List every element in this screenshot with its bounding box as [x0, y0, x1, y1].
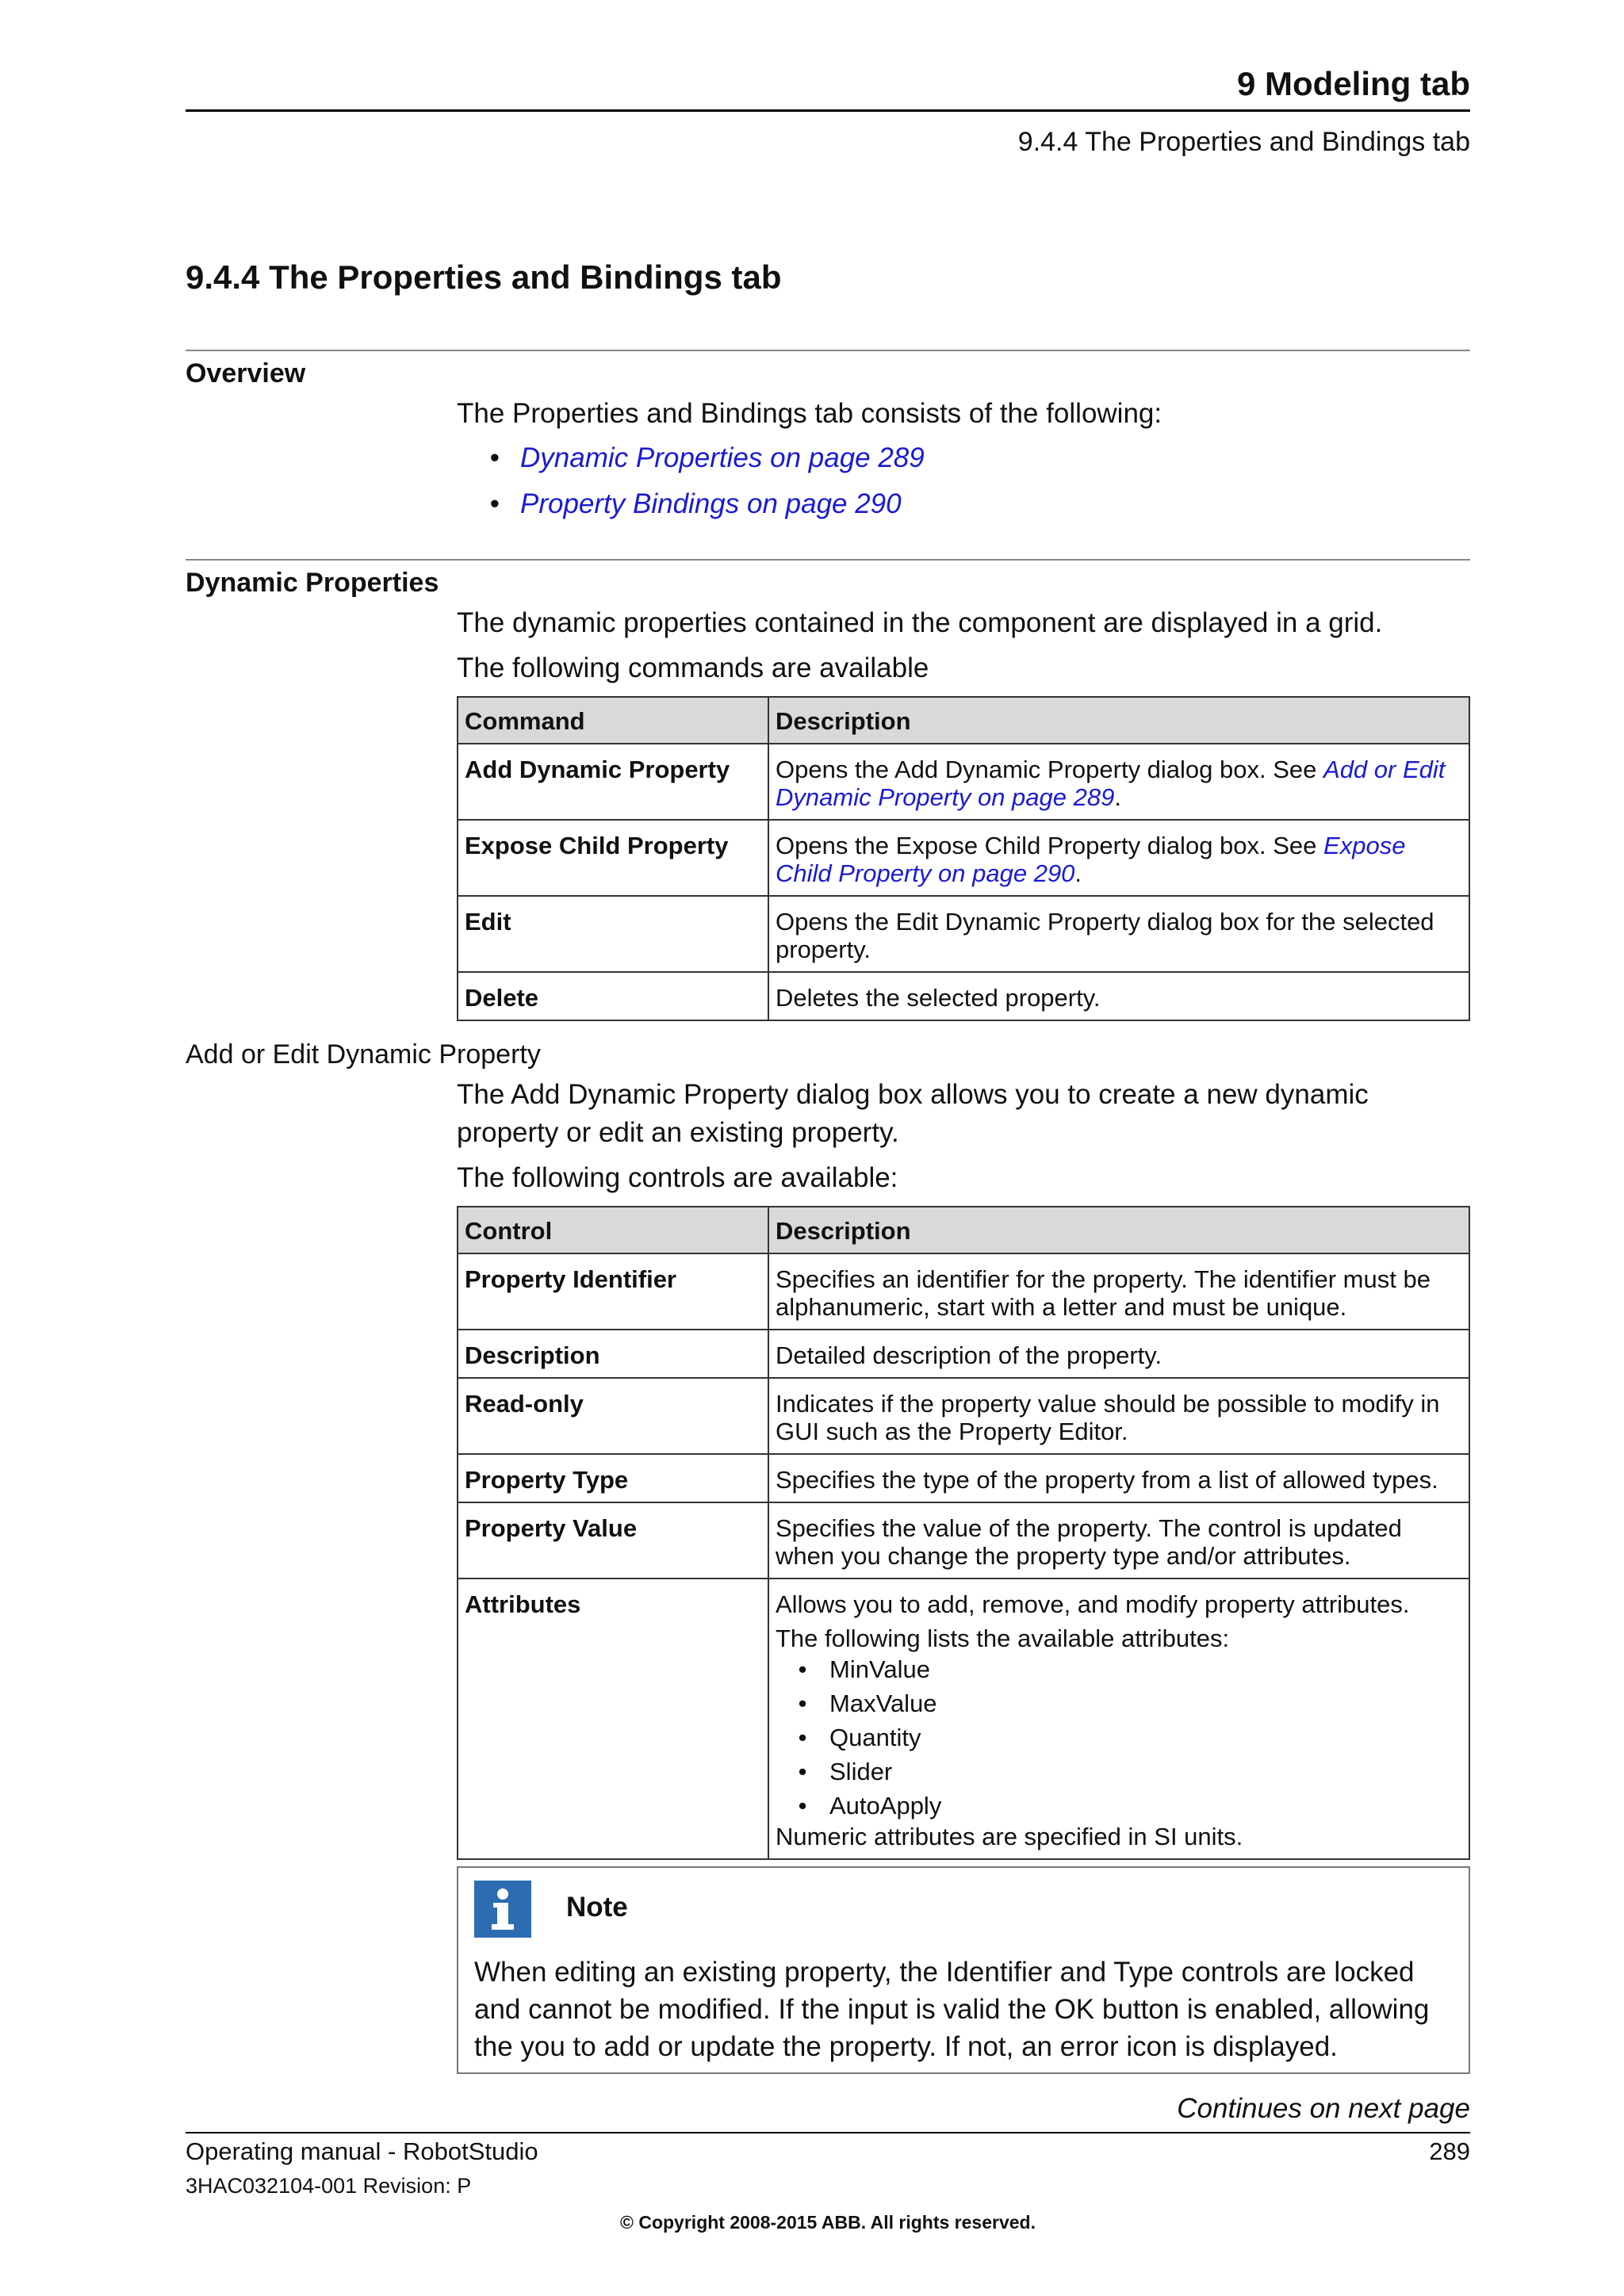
note-box	[457, 1866, 1470, 2074]
overview-heading: Overview	[186, 358, 306, 388]
command-name: Delete	[458, 972, 768, 1020]
document-id: 3HAC032104-001 Revision: P	[186, 2174, 472, 2198]
command-description: Opens the Edit Dynamic Property dialog box for the selected property.	[768, 896, 1469, 972]
command-name: Add Dynamic Property	[458, 744, 768, 820]
list-item: • MinValue	[798, 1655, 930, 1683]
continues-next-page: Continues on next page	[1177, 2093, 1470, 2124]
list-item: • Property Bindings on page 290	[489, 488, 902, 519]
command-name: Edit	[458, 896, 768, 972]
link-expose-child-property[interactable]: Expose Child Property on page 290	[776, 832, 1406, 887]
list-item: • MaxValue	[798, 1689, 937, 1717]
table-row	[458, 744, 1469, 820]
page-number: 289	[1429, 2137, 1470, 2165]
note-title: Note	[566, 1892, 628, 1923]
control-description: Specifies the type of the property from a list of allowed types.	[768, 1454, 1469, 1502]
description-tail: .	[1074, 859, 1082, 887]
control-name: Description	[458, 1330, 768, 1378]
table-row	[458, 1502, 1469, 1578]
command-description: Deletes the selected property.	[768, 972, 1469, 1020]
link-dynamic-properties[interactable]: Dynamic Properties on page 289	[520, 442, 925, 473]
info-icon	[474, 1881, 531, 1938]
control-description: Specifies the value of the property. The control is updated when you change the property type and/or attributes.	[768, 1502, 1469, 1578]
dynamic-paragraph: The dynamic properties contained in the component are displayed in a grid.	[457, 607, 1383, 638]
chapter-title: 9 Modeling tab	[1237, 65, 1470, 102]
dynamic-rule	[186, 559, 1470, 561]
table-row	[458, 972, 1469, 1020]
addedit-controls-intro: The following controls are available:	[457, 1162, 898, 1193]
command-name: Expose Child Property	[458, 820, 768, 896]
commands-table	[457, 696, 1470, 1021]
attribute-slider: Slider	[829, 1758, 893, 1785]
control-name: Property Value	[458, 1502, 768, 1578]
page-title: 9.4.4 The Properties and Bindings tab	[186, 258, 782, 296]
overview-intro: The Properties and Bindings tab consists of the following:	[457, 398, 1162, 429]
control-name: Property Identifier	[458, 1253, 768, 1330]
control-description: Indicates if the property value should be possible to modify in GUI such as the Property Editor.	[768, 1378, 1469, 1454]
section-subheader: 9.4.4 The Properties and Bindings tab	[1017, 127, 1470, 157]
table-header-command: Command	[458, 697, 768, 744]
command-description	[768, 820, 1469, 896]
description-text: Opens the Add Dynamic Property dialog box. See	[776, 756, 1324, 783]
attribute-autoapply: AutoApply	[829, 1792, 942, 1820]
description-tail: .	[1114, 783, 1121, 811]
overview-rule	[186, 350, 1470, 351]
list-item: • AutoApply	[798, 1792, 942, 1820]
control-description: Detailed description of the property.	[768, 1330, 1469, 1378]
control-name: Property Type	[458, 1454, 768, 1502]
command-description	[768, 744, 1469, 820]
controls-table	[457, 1206, 1470, 1860]
note-text: When editing an existing property, the Identifier and Type controls are locked and cannot be modified. If the input is valid the OK button is enabled, allowing the you to add or update the property. If not, an error icon is displayed.	[474, 1957, 1430, 2062]
addedit-paragraph: The Add Dynamic Property dialog box allows you to create a new dynamic property or edit an existing property.	[457, 1079, 1369, 1148]
attribute-maxvalue: MaxValue	[829, 1689, 937, 1717]
attributes-line-3: Numeric attributes are specified in SI units.	[776, 1823, 1243, 1850]
control-description	[768, 1578, 1469, 1859]
attribute-quantity: Quantity	[829, 1724, 921, 1751]
footer-rule	[186, 2132, 1470, 2133]
overview-link-list	[457, 439, 925, 531]
table-header-description: Description	[768, 697, 1469, 744]
control-name: Attributes	[458, 1578, 768, 1859]
table-row	[458, 896, 1469, 972]
table-header-control: Control	[458, 1207, 768, 1253]
attributes-line-2: The following lists the available attributes:	[776, 1624, 1230, 1652]
control-description: Specifies an identifier for the property. The identifier must be alphanumeric, start with a letter and must be unique.	[768, 1253, 1469, 1330]
attribute-list	[776, 1652, 1462, 1823]
table-row	[458, 820, 1469, 896]
link-property-bindings[interactable]: Property Bindings on page 290	[520, 488, 902, 519]
table-row	[458, 1578, 1469, 1859]
dynamic-commands-intro: The following commands are available	[457, 652, 929, 683]
manual-name: Operating manual - RobotStudio	[186, 2137, 538, 2165]
list-item: • Dynamic Properties on page 289	[489, 442, 925, 473]
addedit-heading: Add or Edit Dynamic Property	[186, 1039, 541, 1070]
table-row	[458, 1378, 1469, 1454]
dynamic-heading: Dynamic Properties	[186, 568, 439, 598]
table-row	[458, 1330, 1469, 1378]
list-item: • Slider	[798, 1758, 893, 1785]
link-add-or-edit-dynamic-property[interactable]: Add or Edit Dynamic Property on page 289	[776, 756, 1446, 811]
description-text: Opens the Expose Child Property dialog box. See	[776, 832, 1324, 859]
copyright: © Copyright 2008-2015 ABB. All rights reserved.	[620, 2212, 1036, 2233]
control-name: Read-only	[458, 1378, 768, 1454]
table-header-description: Description	[768, 1207, 1469, 1253]
list-item: • Quantity	[798, 1724, 921, 1751]
table-row	[458, 1253, 1469, 1330]
table-row	[458, 1454, 1469, 1502]
attribute-minvalue: MinValue	[829, 1655, 930, 1683]
header-rule	[186, 109, 1470, 112]
attributes-line-1: Allows you to add, remove, and modify property attributes.	[776, 1590, 1410, 1618]
